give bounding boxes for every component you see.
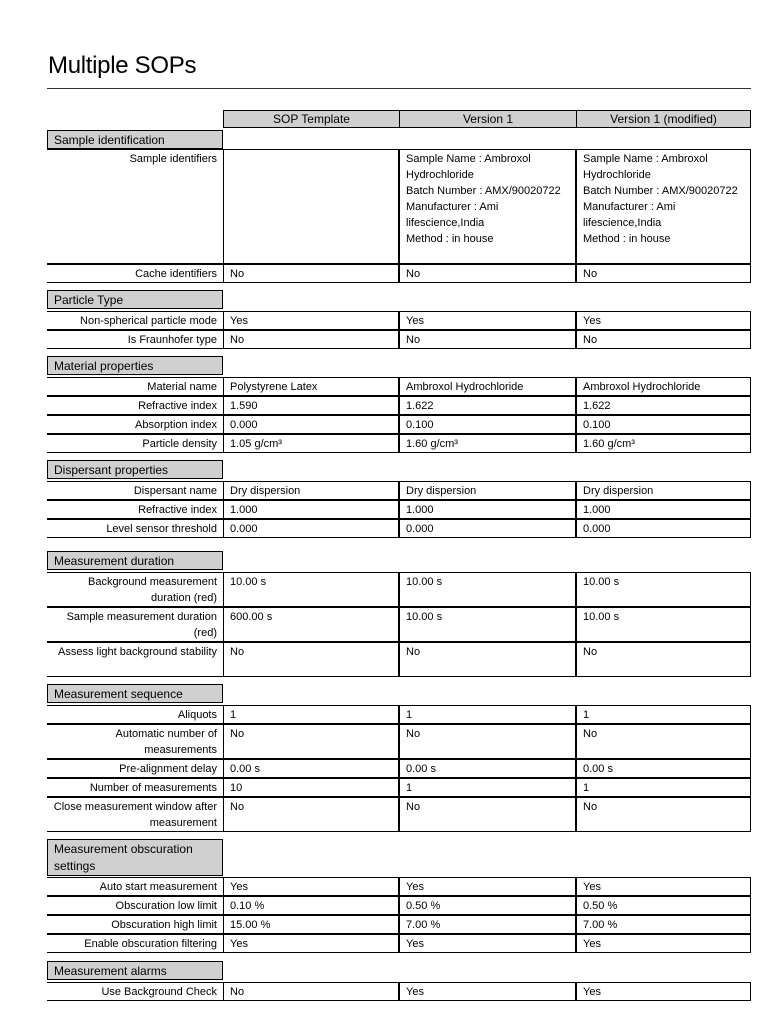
row-label: Auto start measurement [47,877,223,896]
table-row-close-measurement-window-after-measurement [0,797,768,832]
table-row-use-background-check [0,982,768,1001]
page-title: Multiple SOPs [48,52,197,79]
table-row-material-name [0,377,768,396]
column-header-version-1: Version 1 [399,110,577,128]
cell-version-1: 1 [399,778,576,797]
cell-version-1-modified: Yes [576,311,751,330]
cell-sop-template: 10.00 s [223,572,399,607]
section-header-material-properties: Material properties [47,356,223,375]
row-label: Level sensor threshold [47,519,223,538]
table-row-particle-density [0,434,768,453]
cell-sop-template: Yes [223,934,399,953]
cell-version-1-modified: Yes [576,934,751,953]
table-row-cache-identifiers [0,264,768,283]
cell-sop-template: 0.10 % [223,896,399,915]
row-label: Obscuration high limit [47,915,223,934]
title-divider [47,88,751,89]
cell-version-1-modified: 10.00 s [576,607,751,642]
table-row-automatic-number-of-measurements [0,724,768,759]
row-label: Particle density [47,434,223,453]
cell-sop-template: No [223,797,399,832]
row-label: Is Fraunhofer type [47,330,223,349]
cell-sop-template: Dry dispersion [223,481,399,500]
table-row-pre-alignment-delay [0,759,768,778]
cell-sop-template: 1.000 [223,500,399,519]
cell-sop-template: Yes [223,877,399,896]
table-row-auto-start-measurement [0,877,768,896]
cell-version-1: 10.00 s [399,607,576,642]
section-header-dispersant-properties: Dispersant properties [47,460,223,479]
cell-version-1-modified: 0.000 [576,519,751,538]
cell-sop-template: No [223,724,399,759]
cell-version-1: No [399,797,576,832]
cell-version-1-modified: Sample Name : Ambroxol Hydrochloride Batch Number : AMX/90020722 Manufacturer : Ami lifescience,India Method : in house [576,149,751,264]
section-header-sample-identification: Sample identification [47,130,223,149]
table-row-sample-measurement-duration-red [0,607,768,642]
cell-version-1: 1.622 [399,396,576,415]
row-label: Refractive index [47,396,223,415]
cell-version-1-modified: 1 [576,705,751,724]
row-label: Background measurement duration (red) [47,572,223,607]
cell-version-1-modified: 0.00 s [576,759,751,778]
cell-sop-template: 0.000 [223,415,399,434]
cell-sop-template: 0.00 s [223,759,399,778]
cell-sop-template: Polystyrene Latex [223,377,399,396]
row-label: Enable obscuration filtering [47,934,223,953]
cell-version-1: No [399,264,576,283]
cell-version-1-modified: 1 [576,778,751,797]
row-label: Non-spherical particle mode [47,311,223,330]
section-header-particle-type: Particle Type [47,290,223,309]
cell-version-1: 7.00 % [399,915,576,934]
cell-sop-template: No [223,330,399,349]
cell-version-1-modified: No [576,797,751,832]
row-label: Pre-alignment delay [47,759,223,778]
cell-version-1: Yes [399,311,576,330]
cell-version-1: No [399,642,576,677]
row-label: Sample measurement duration (red) [47,607,223,642]
cell-version-1: 10.00 s [399,572,576,607]
cell-version-1: 0.100 [399,415,576,434]
cell-sop-template: Yes [223,311,399,330]
row-label: Assess light background stability [47,642,223,677]
cell-sop-template: 0.000 [223,519,399,538]
cell-version-1-modified: 10.00 s [576,572,751,607]
cell-version-1-modified: 1.60 g/cm³ [576,434,751,453]
table-row-aliquots [0,705,768,724]
table-row-number-of-measurements [0,778,768,797]
table-row-assess-light-background-stability [0,642,768,677]
cell-version-1-modified: Ambroxol Hydrochloride [576,377,751,396]
cell-version-1-modified: No [576,724,751,759]
row-label: Number of measurements [47,778,223,797]
row-label: Absorption index [47,415,223,434]
cell-version-1-modified: 0.100 [576,415,751,434]
cell-version-1: No [399,724,576,759]
cell-sop-template: 15.00 % [223,915,399,934]
cell-version-1: No [399,330,576,349]
table-row-dispersant-name [0,481,768,500]
cell-sop-template: 1.05 g/cm³ [223,434,399,453]
table-row-refractive-index [0,500,768,519]
table-row-obscuration-low-limit [0,896,768,915]
cell-version-1-modified: 0.50 % [576,896,751,915]
section-header-measurement-sequence: Measurement sequence [47,684,223,703]
cell-sop-template: No [223,264,399,283]
cell-version-1: 0.50 % [399,896,576,915]
cell-version-1: Ambroxol Hydrochloride [399,377,576,396]
table-row-enable-obscuration-filtering [0,934,768,953]
cell-version-1: 1.60 g/cm³ [399,434,576,453]
table-row-sample-identifiers [0,149,768,264]
table-row-is-fraunhofer-type [0,330,768,349]
cell-sop-template: 1.590 [223,396,399,415]
cell-sop-template: No [223,642,399,677]
cell-sop-template: 10 [223,778,399,797]
cell-sop-template: 1 [223,705,399,724]
row-label: Material name [47,377,223,396]
cell-version-1: 1 [399,705,576,724]
cell-version-1-modified: No [576,642,751,677]
cell-version-1-modified: Yes [576,982,751,1001]
column-header-sop-template: SOP Template [223,110,400,128]
row-label: Obscuration low limit [47,896,223,915]
row-label: Cache identifiers [47,264,223,283]
table-row-obscuration-high-limit [0,915,768,934]
table-row-level-sensor-threshold [0,519,768,538]
cell-version-1-modified: No [576,330,751,349]
cell-version-1-modified: Dry dispersion [576,481,751,500]
row-label: Dispersant name [47,481,223,500]
row-label: Close measurement window after measurement [47,797,223,832]
section-header-measurement-obscuration-settings: Measurement obscuration settings [47,839,223,876]
cell-version-1-modified: 1.000 [576,500,751,519]
cell-version-1: Dry dispersion [399,481,576,500]
row-label: Aliquots [47,705,223,724]
row-label: Automatic number of measurements [47,724,223,759]
cell-version-1: Yes [399,982,576,1001]
table-row-refractive-index [0,396,768,415]
table-row-absorption-index [0,415,768,434]
cell-version-1: Yes [399,934,576,953]
cell-version-1-modified: Yes [576,877,751,896]
cell-version-1-modified: 1.622 [576,396,751,415]
cell-version-1: 0.000 [399,519,576,538]
cell-sop-template: No [223,982,399,1001]
cell-sop-template: 600.00 s [223,607,399,642]
table-row-background-measurement-duration-red [0,572,768,607]
cell-sop-template [223,149,399,264]
row-label: Sample identifiers [47,149,223,264]
cell-version-1: Yes [399,877,576,896]
cell-version-1: Sample Name : Ambroxol Hydrochloride Batch Number : AMX/90020722 Manufacturer : Ami lifescience,India Method : in house [399,149,576,264]
section-header-measurement-duration: Measurement duration [47,551,223,570]
cell-version-1-modified: No [576,264,751,283]
row-label: Refractive index [47,500,223,519]
section-header-measurement-alarms: Measurement alarms [47,961,223,980]
cell-version-1: 1.000 [399,500,576,519]
row-label: Use Background Check [47,982,223,1001]
cell-version-1-modified: 7.00 % [576,915,751,934]
column-header-version-1-modified: Version 1 (modified) [576,110,751,128]
table-row-non-spherical-particle-mode [0,311,768,330]
cell-version-1: 0.00 s [399,759,576,778]
